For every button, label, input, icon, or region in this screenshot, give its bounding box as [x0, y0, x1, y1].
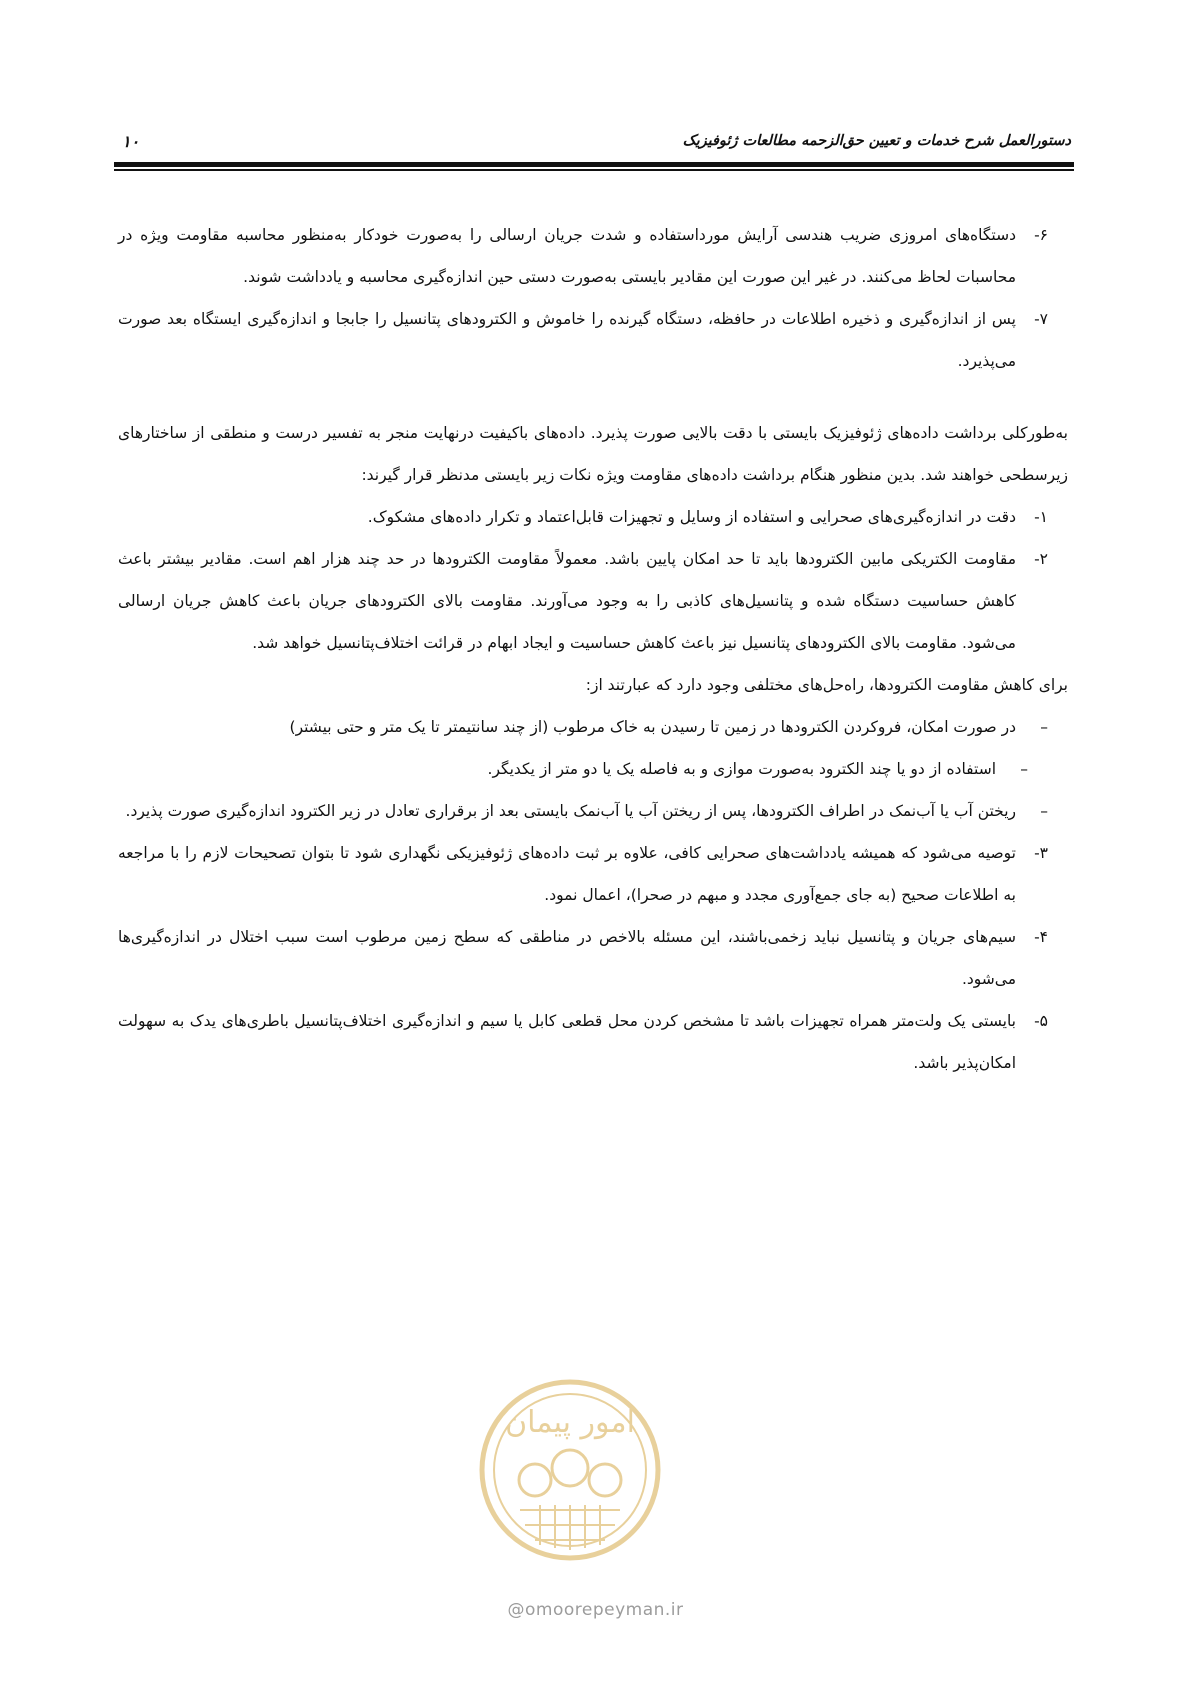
item-text: مقاومت الکتریکی مابین الکترودها باید تا حد امکان پایین باشد. معمولاً مقاومت الکترودها در حد چند هزار اهم است. مقادیر بیشتر باعث کاهش حساسیت دستگاه شده و پتانسیل‌های کاذبی را به وجود می‌آورند. مقاومت بالای الکترودهای جریان باعث کاهش جریان ارسالی می‌شود. مقاومت بالای الکترودهای پتانسیل نیز باعث کاهش حساسیت و ایجاد ابهام در قرائت اختلاف‌پتانسیل خواهد شد.	[118, 550, 1016, 652]
list-item	[118, 832, 1068, 916]
dash-mark: –	[1040, 718, 1048, 736]
list-item	[118, 298, 1068, 382]
dash-item	[118, 790, 1068, 832]
item-number: ۳-	[1034, 844, 1048, 862]
item-number: ۵-	[1034, 1012, 1048, 1030]
item-text: بایستی یک ولت‌متر همراه تجهیزات باشد تا مشخص کردن محل قطعی کابل یا سیم و اندازه‌گیری اختلاف‌پتانسیل باطری‌های یدک به سهولت امکان‌پذیر باشد.	[118, 1012, 1016, 1072]
item-number: ۱-	[1034, 508, 1048, 526]
item-number: ۲-	[1034, 550, 1048, 568]
item-text: توصیه می‌شود که همیشه یادداشت‌های صحرایی کافی، علاوه بر ثبت داده‌های ژئوفیزیکی نگهداری شود تا بتوان تصحیحات لازم را با مراجعه به اطلاعات صحیح (به جای جمع‌آوری مجدد و مبهم در صحرا)، اعمال نمود.	[118, 844, 1016, 904]
list-item	[118, 496, 1068, 538]
list-item	[118, 538, 1068, 664]
item-number: ۷-	[1034, 310, 1048, 328]
watermark-logo-text: امور پیمان	[505, 1405, 635, 1440]
list-item	[118, 1000, 1068, 1084]
sub-lead: برای کاهش مقاومت الکترودها، راه‌حل‌های مختلفی وجود دارد که عبارتند از:	[585, 676, 1068, 694]
page-header	[122, 132, 1071, 156]
watermark-site: @omoorepeyman.ir	[507, 1600, 684, 1620]
item-text: دقت در اندازه‌گیری‌های صحرایی و استفاده از وسایل و تجهیزات قابل‌اعتماد و تکرار داده‌های مشکوک.	[367, 508, 1016, 526]
dash-text: در صورت امکان، فروکردن الکترودها در زمین تا رسیدن به خاک مرطوب (از چند سانتیمتر تا یک متر و حتی بیشتر)	[289, 718, 1016, 736]
body-paragraph: به‌طورکلی برداشت داده‌های ژئوفیزیک بایستی با دقت بالایی صورت پذیرد. داده‌های باکیفیت درنهایت منجر به تفسیر درست و منطقی از ساختارهای زیرسطحی خواهند شد. بدین منظور هنگام برداشت داده‌های مقاومت ویژه نکات زیر بایستی مدنظر قرار گیرند:	[118, 424, 1068, 484]
list-item	[118, 214, 1068, 298]
dash-item	[118, 706, 1068, 748]
dash-mark: –	[1040, 802, 1048, 820]
item-text: دستگاه‌های امروزی ضریب هندسی آرایش مورداستفاده و شدت جریان ارسالی را به‌صورت خودکار به‌منظور محاسبه مقاومت ویژه در محاسبات لحاظ می‌کنند. در غیر این صورت این مقادیر بایستی به‌صورت دستی حین اندازه‌گیری محاسبه و یادداشت شوند.	[118, 226, 1016, 286]
dash-item	[118, 748, 1068, 790]
header-title: دستورالعمل شرح خدمات و تعیین حق‌الزحمه مطالعات ژئوفیزیک	[682, 132, 1071, 149]
watermark-logo	[440, 1370, 700, 1570]
page-body	[118, 214, 1068, 1084]
page-number: ۱۰	[122, 132, 140, 151]
item-text: پس از اندازه‌گیری و ذخیره اطلاعات در حافظه، دستگاه گیرنده را خاموش و الکترودهای پتانسیل را جابجا و اندازه‌گیری ایستگاه بعد صورت می‌پذیرد.	[118, 310, 1016, 370]
item-number: ۴-	[1034, 928, 1048, 946]
item-number: ۶-	[1034, 226, 1048, 244]
header-rule-thin	[114, 169, 1074, 171]
dash-mark: –	[1020, 760, 1028, 778]
dash-text: ریختن آب یا آب‌نمک در اطراف الکترودها، پس از ریختن آب یا آب‌نمک بایستی بعد از برقراری تعادل در زیر الکترود اندازه‌گیری صورت پذیرد.	[125, 802, 1016, 820]
list-item	[118, 916, 1068, 1000]
item-text: سیم‌های جریان و پتانسیل نباید زخمی‌باشند، این مسئله بالاخص در مناطقی که سطح زمین مرطوب است سبب اختلال در اندازه‌گیری‌ها می‌شود.	[118, 928, 1016, 988]
dash-text: استفاده از دو یا چند الکترود به‌صورت موازی و به فاصله یک یا دو متر از یکدیگر.	[487, 760, 996, 778]
header-rule-thick	[114, 162, 1074, 167]
